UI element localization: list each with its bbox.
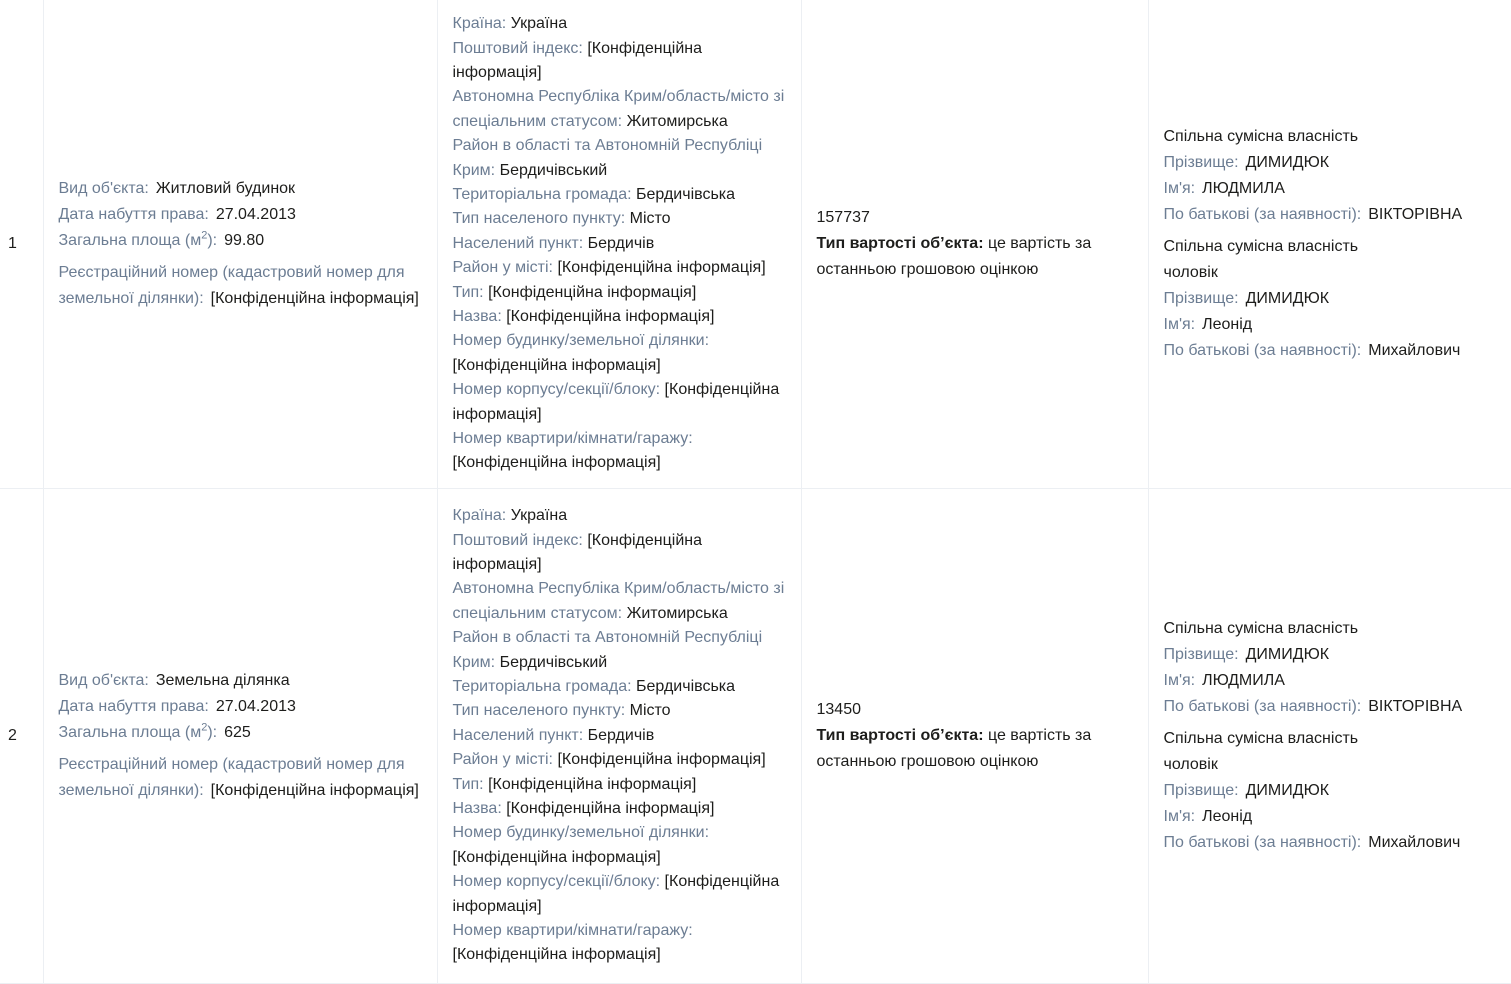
total-area-label: Загальна площа $(м^2)$: bbox=[58, 229, 218, 249]
owner-name-label: Ім'я: bbox=[1163, 808, 1196, 825]
address-field bbox=[453, 919, 791, 968]
address-field-label: Автономна Республіка Крим/область/місто зі спеціальним статусом: bbox=[452, 88, 785, 130]
address-field bbox=[453, 577, 791, 626]
address-field bbox=[453, 37, 791, 86]
object-type-value: Земельна ділянка bbox=[155, 672, 290, 689]
owner-patronymic-value: Михайлович bbox=[1368, 342, 1461, 359]
address-field bbox=[453, 626, 791, 675]
address-field-value: Житомирська bbox=[626, 604, 728, 622]
cost-type-label: Тип вартості об’єкта: bbox=[816, 235, 984, 252]
address-field-label: Номер будинку/земельної ділянки: bbox=[452, 824, 710, 842]
ownership-type: Спільна сумісна власність bbox=[1163, 238, 1359, 255]
address-field bbox=[453, 675, 791, 699]
address-field-label: Тип: bbox=[452, 283, 484, 301]
address-field-value: Бердичівський bbox=[499, 653, 608, 671]
address-field-value: Україна bbox=[510, 507, 568, 525]
address-field-value: [Конфіденційна інформація] bbox=[506, 800, 715, 818]
address-field-label: Район в області та Автономній Республіці Крим: bbox=[452, 137, 763, 179]
owner-relation: чоловік bbox=[1163, 756, 1218, 773]
address-field bbox=[453, 134, 791, 183]
total-area bbox=[59, 720, 427, 746]
address-field bbox=[453, 797, 791, 821]
total-area bbox=[59, 228, 427, 254]
address-field-value: [Конфіденційна інформація] bbox=[452, 454, 661, 472]
owner-patronymic-label: По батькові (за наявності): bbox=[1163, 206, 1362, 223]
address-field-value: [Конфіденційна інформація] bbox=[452, 356, 661, 374]
address-field-label: Район у місті: bbox=[452, 259, 553, 277]
address-field-label: Країна: bbox=[452, 507, 507, 525]
address-field-value: [Конфіденційна інформація] bbox=[506, 308, 715, 326]
object-type-label: Вид об'єкта: bbox=[58, 672, 149, 689]
registration-number-label: Реєстраційний номер (кадастровий номер для земельної ділянки): bbox=[58, 756, 405, 799]
cost-amount: 157737 bbox=[816, 209, 870, 226]
address-field-value: [Конфіденційна інформація] bbox=[488, 775, 697, 793]
address-cell bbox=[437, 0, 801, 489]
registration-number bbox=[59, 752, 427, 804]
acquisition-date-value: 27.04.2013 bbox=[215, 698, 296, 715]
address-field-value: [Конфіденційна інформація] bbox=[557, 751, 766, 769]
address-field-label: Район у місті: bbox=[452, 751, 553, 769]
owner-patronymic bbox=[1164, 202, 1502, 228]
address-field-value: [Конфіденційна інформація] bbox=[452, 531, 702, 573]
address-field-label: Населений пункт: bbox=[452, 726, 584, 744]
address-field-value: [Конфіденційна інформація] bbox=[452, 381, 780, 423]
address-field-value: Місто bbox=[629, 702, 671, 720]
address-field bbox=[453, 699, 791, 723]
total-area-value: 625 bbox=[224, 724, 251, 741]
address-field-label: Номер квартири/кімнати/гаражу: bbox=[452, 430, 693, 448]
address-field-value: Місто bbox=[629, 210, 671, 228]
address-field bbox=[453, 329, 791, 378]
address-field-label: Територіальна громада: bbox=[452, 185, 632, 203]
address-field bbox=[453, 378, 791, 427]
owner-patronymic bbox=[1164, 694, 1502, 720]
registration-number bbox=[59, 260, 427, 312]
table-row bbox=[0, 489, 1511, 984]
owner-surname-label: Прізвище: bbox=[1163, 154, 1239, 171]
acquisition-date-value: 27.04.2013 bbox=[215, 206, 296, 223]
address-field-value: [Конфіденційна інформація] bbox=[488, 283, 697, 301]
address-field-value: Бердичівська bbox=[636, 677, 736, 695]
address-field-label: Країна: bbox=[452, 15, 507, 33]
owner-surname bbox=[1164, 642, 1502, 668]
address-field-value: Бердичівський bbox=[499, 161, 608, 179]
address-field bbox=[453, 724, 791, 748]
owner-surname bbox=[1164, 778, 1502, 804]
address-field-value: Україна bbox=[510, 15, 568, 33]
address-field-label: Район в області та Автономній Республіці Крим: bbox=[452, 629, 763, 671]
owner-patronymic-value: Михайлович bbox=[1368, 834, 1461, 851]
object-type bbox=[59, 668, 427, 694]
address-field bbox=[453, 504, 791, 528]
address-field-value: [Конфіденційна інформація] bbox=[452, 848, 661, 866]
object-type-label: Вид об'єкта: bbox=[58, 180, 149, 197]
owner-name-value: ЛЮДМИЛА bbox=[1202, 180, 1285, 197]
owner-name-value: ЛЮДМИЛА bbox=[1202, 672, 1285, 689]
address-field-label: Тип населеного пункту: bbox=[452, 210, 626, 228]
address-field-value: Житомирська bbox=[626, 112, 728, 130]
owner-patronymic bbox=[1164, 338, 1502, 364]
total-area-label: Загальна площа $(м^2)$: bbox=[58, 721, 218, 741]
address-field bbox=[453, 232, 791, 256]
address-field-label: Територіальна громада: bbox=[452, 677, 632, 695]
address-cell bbox=[437, 489, 801, 984]
owner-name-label: Ім'я: bbox=[1163, 316, 1196, 333]
address-field-label: Поштовий індекс: bbox=[452, 39, 583, 57]
address-field bbox=[453, 85, 791, 134]
object-cell bbox=[43, 489, 437, 984]
address-field-label: Номер корпусу/секції/блоку: bbox=[452, 381, 661, 399]
address-field bbox=[453, 12, 791, 36]
cost-type bbox=[817, 231, 1138, 283]
ownership-type: Спільна сумісна власність bbox=[1163, 128, 1359, 145]
owner-patronymic bbox=[1164, 830, 1502, 856]
registration-number-label: Реєстраційний номер (кадастровий номер для земельної ділянки): bbox=[58, 264, 405, 307]
owner-surname-label: Прізвище: bbox=[1163, 782, 1239, 799]
owner-name bbox=[1164, 668, 1502, 694]
owner-block bbox=[1164, 616, 1502, 720]
object-cell bbox=[43, 0, 437, 489]
address-field-value: [Конфіденційна інформація] bbox=[452, 39, 702, 81]
owner-patronymic-label: По батькові (за наявності): bbox=[1163, 698, 1362, 715]
owner-name bbox=[1164, 804, 1502, 830]
owners-cell bbox=[1148, 0, 1511, 489]
address-field-label: Номер будинку/земельної ділянки: bbox=[452, 332, 710, 350]
owner-name-value: Леонід bbox=[1202, 316, 1253, 333]
owner-surname-value: ДИМИДЮК bbox=[1245, 154, 1330, 171]
cost-type bbox=[817, 723, 1138, 775]
registration-number-value: [Конфіденційна інформація] bbox=[210, 782, 419, 799]
owner-surname-label: Прізвище: bbox=[1163, 290, 1239, 307]
acquisition-date-label: Дата набуття права: bbox=[58, 206, 209, 223]
address-field bbox=[453, 305, 791, 329]
ownership-type: Спільна сумісна власність bbox=[1163, 730, 1359, 747]
cost-amount: 13450 bbox=[816, 701, 861, 718]
owner-patronymic-value: ВІКТОРІВНА bbox=[1368, 206, 1463, 223]
address-field bbox=[453, 256, 791, 280]
address-field-label: Назва: bbox=[452, 800, 502, 818]
address-field-label: Поштовий індекс: bbox=[452, 531, 583, 549]
acquisition-date-label: Дата набуття права: bbox=[58, 698, 209, 715]
address-field-value: Бердичів bbox=[587, 726, 655, 744]
owner-name-label: Ім'я: bbox=[1163, 180, 1196, 197]
address-field bbox=[453, 207, 791, 231]
address-field bbox=[453, 870, 791, 919]
owner-surname-value: ДИМИДЮК bbox=[1245, 782, 1330, 799]
owner-name bbox=[1164, 312, 1502, 338]
owner-surname-value: ДИМИДЮК bbox=[1245, 290, 1330, 307]
owner-name-label: Ім'я: bbox=[1163, 672, 1196, 689]
acquisition-date bbox=[59, 202, 427, 228]
address-field-value: [Конфіденційна інформація] bbox=[452, 873, 780, 915]
address-field bbox=[453, 529, 791, 578]
owner-surname-label: Прізвище: bbox=[1163, 646, 1239, 663]
address-field-label: Тип: bbox=[452, 775, 484, 793]
owner-patronymic-label: По батькові (за наявності): bbox=[1163, 834, 1362, 851]
cost-cell bbox=[801, 0, 1148, 489]
owner-name-value: Леонід bbox=[1202, 808, 1253, 825]
owner-patronymic-value: ВІКТОРІВНА bbox=[1368, 698, 1463, 715]
owner-block bbox=[1164, 234, 1502, 364]
address-field-value: Бердичів bbox=[587, 234, 655, 252]
total-area-value: 99.80 bbox=[224, 232, 265, 249]
address-field bbox=[453, 427, 791, 476]
address-field-value: [Конфіденційна інформація] bbox=[557, 259, 766, 277]
address-field-label: Назва: bbox=[452, 308, 502, 326]
address-field bbox=[453, 821, 791, 870]
owner-relation: чоловік bbox=[1163, 264, 1218, 281]
row-index: 2 bbox=[0, 489, 43, 984]
acquisition-date bbox=[59, 694, 427, 720]
address-field-label: Тип населеного пункту: bbox=[452, 702, 626, 720]
cost-cell bbox=[801, 489, 1148, 984]
address-field bbox=[453, 773, 791, 797]
row-index: 1 bbox=[0, 0, 43, 489]
address-field bbox=[453, 183, 791, 207]
cost-type-label: Тип вартості об’єкта: bbox=[816, 727, 984, 744]
address-field bbox=[453, 748, 791, 772]
object-type-value: Житловий будинок bbox=[155, 180, 296, 197]
owner-block bbox=[1164, 124, 1502, 228]
owner-name bbox=[1164, 176, 1502, 202]
owners-cell bbox=[1148, 489, 1511, 984]
address-field-value: [Конфіденційна інформація] bbox=[452, 946, 661, 964]
object-type bbox=[59, 176, 427, 202]
owner-surname bbox=[1164, 150, 1502, 176]
address-field bbox=[453, 281, 791, 305]
cost-type-value: це вартість за останньою грошовою оцінкою bbox=[816, 235, 1092, 278]
address-field-label: Номер квартири/кімнати/гаражу: bbox=[452, 922, 693, 940]
owner-block bbox=[1164, 726, 1502, 856]
owner-surname bbox=[1164, 286, 1502, 312]
ownership-type: Спільна сумісна власність bbox=[1163, 620, 1359, 637]
cost-type-value: це вартість за останньою грошовою оцінкою bbox=[816, 727, 1092, 770]
address-field-label: Номер корпусу/секції/блоку: bbox=[452, 873, 661, 891]
table-row bbox=[0, 0, 1511, 489]
owner-surname-value: ДИМИДЮК bbox=[1245, 646, 1330, 663]
owner-patronymic-label: По батькові (за наявності): bbox=[1163, 342, 1362, 359]
registration-number-value: [Конфіденційна інформація] bbox=[210, 290, 419, 307]
address-field-value: Бердичівська bbox=[636, 185, 736, 203]
address-field-label: Населений пункт: bbox=[452, 234, 584, 252]
address-field-label: Автономна Республіка Крим/область/місто зі спеціальним статусом: bbox=[452, 580, 785, 622]
